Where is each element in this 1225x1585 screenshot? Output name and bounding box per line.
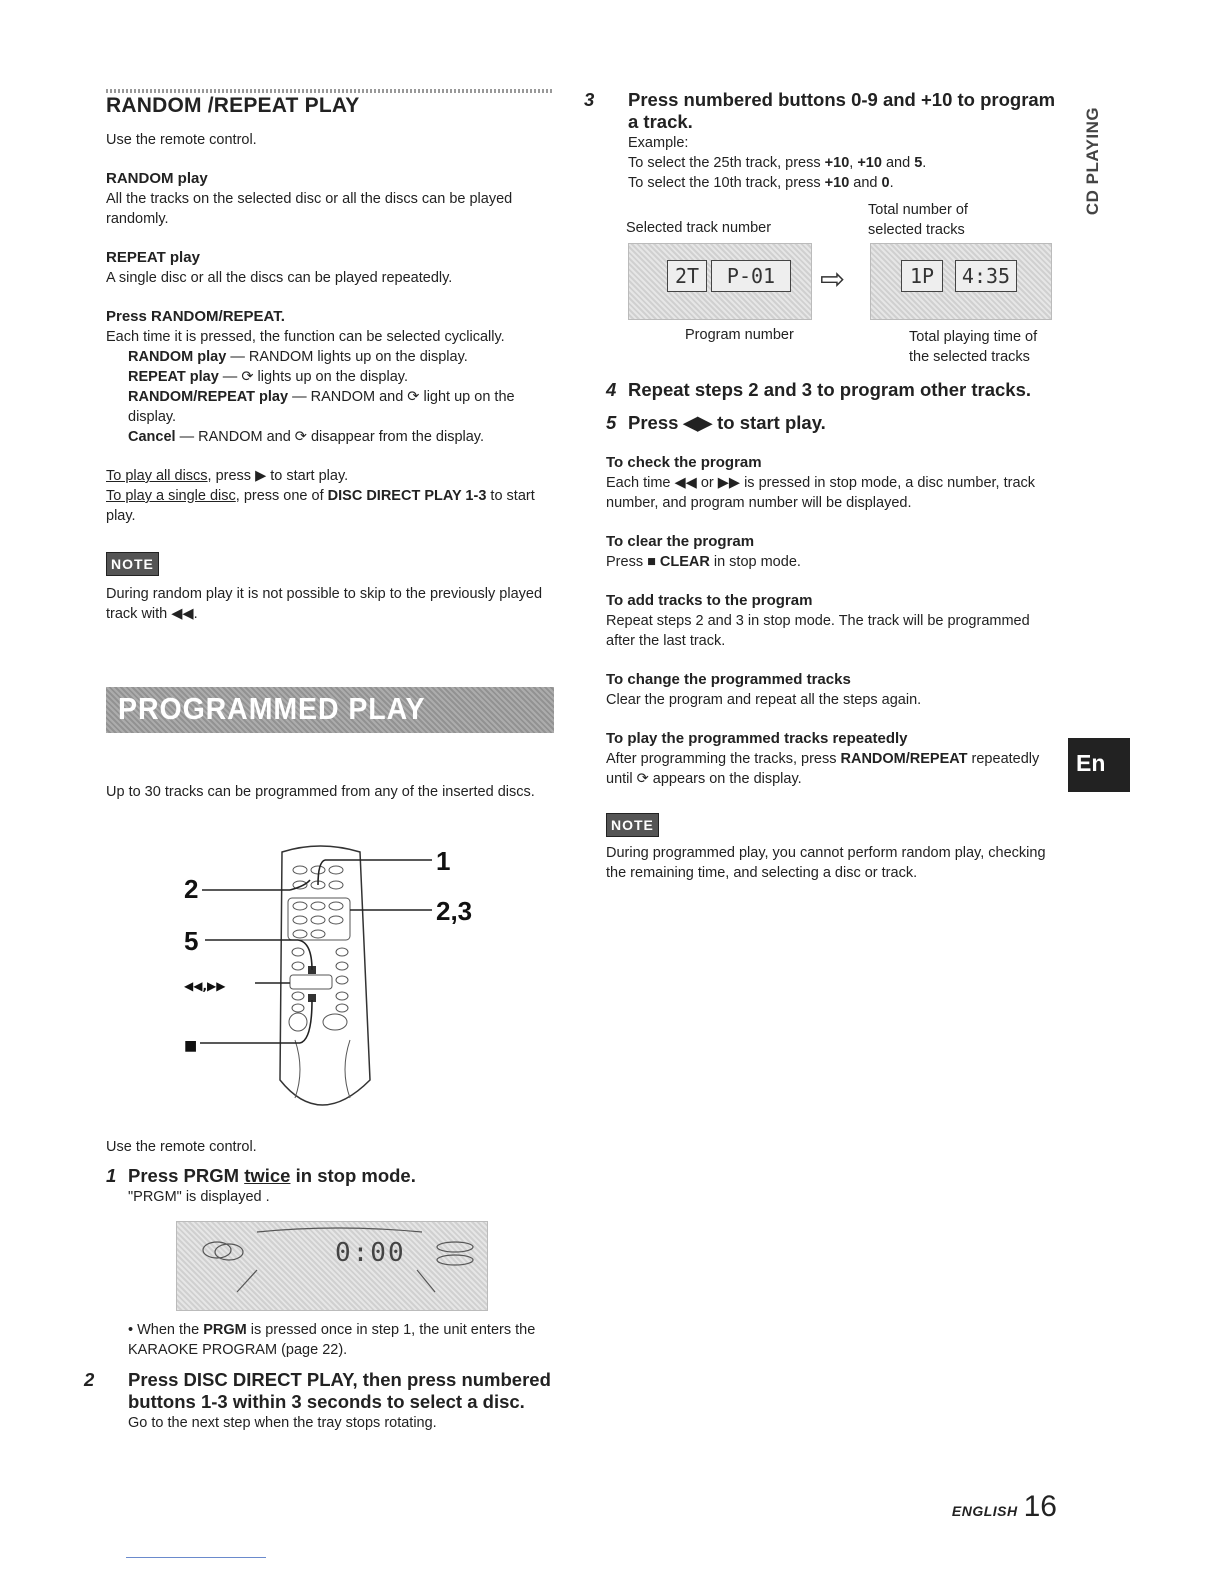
label-selected-track: Selected track number bbox=[626, 220, 772, 236]
programmed-intro: Up to 30 tracks can be programmed from any of the inserted discs. bbox=[106, 784, 535, 800]
right-column-top bbox=[584, 89, 1058, 193]
lcd-count: 1P bbox=[901, 260, 943, 292]
step1-text: "PRGM" is displayed . bbox=[128, 1189, 270, 1205]
section-divider bbox=[106, 89, 554, 93]
change-text: Clear the program and repeat all the steps again. bbox=[606, 692, 922, 708]
programmed-steps bbox=[106, 1137, 556, 1207]
bullet-note: • When the PRGM is pressed once in step 1, the unit enters the KARAOKE PROGRAM (page 22). bbox=[128, 1322, 536, 1358]
programmed-play-banner: PROGRAMMED PLAY bbox=[106, 687, 554, 733]
page-footer bbox=[952, 1490, 1057, 1524]
label-program-number: Program number bbox=[685, 327, 794, 343]
callout-stop: ■ bbox=[184, 1038, 198, 1054]
lcd-time: 0:00 bbox=[335, 1238, 406, 1268]
repeat-heading: To play the programmed tracks repeatedly bbox=[606, 730, 908, 747]
step4-heading: 4 Repeat steps 2 and 3 to program other tracks. bbox=[606, 379, 1032, 400]
change-heading: To change the programmed tracks bbox=[606, 671, 851, 688]
press-heading: Press RANDOM/REPEAT. bbox=[106, 308, 285, 325]
lcd-program: P-01 bbox=[711, 260, 791, 292]
check-text: Each time ◀◀ or ▶▶ is pressed in stop mode, a disc number, track number, and program number will be displayed. bbox=[606, 475, 1036, 511]
lcd-display-total bbox=[870, 243, 1052, 320]
note-text: During programmed play, you cannot perform random play, checking the remaining time, and selecting a disc or track. bbox=[606, 845, 1046, 881]
intro-text: Use the remote control. bbox=[106, 132, 257, 148]
example-label: Example: bbox=[628, 135, 689, 151]
play-single-text: To play a single disc, press one of DISC DIRECT PLAY 1-3 to start play. bbox=[106, 488, 535, 524]
clear-heading: To clear the program bbox=[606, 533, 755, 550]
step1-heading: 1 Press PRGM twice in stop mode. bbox=[106, 1165, 416, 1186]
example-2: To select the 10th track, press +10 and 0. bbox=[628, 175, 894, 191]
lcd-display-decor bbox=[177, 1222, 487, 1310]
mode-item: Cancel — RANDOM and ⟳ disappear from the display. bbox=[128, 429, 485, 445]
note-badge: NOTE bbox=[606, 813, 659, 837]
callout-2-3: 2,3 bbox=[436, 896, 473, 926]
language-tab: En bbox=[1068, 738, 1130, 792]
page-number: 16 bbox=[1023, 1490, 1057, 1523]
step3-heading: 3 Press numbered buttons 0-9 and +10 to program a track. bbox=[584, 89, 1056, 132]
label-total-number: Total number of selected tracks bbox=[868, 202, 968, 238]
lcd-track: 2T bbox=[667, 260, 707, 292]
add-heading: To add tracks to the program bbox=[606, 592, 813, 609]
callout-2: 2 bbox=[184, 874, 199, 904]
step2-text: Go to the next step when the tray stops rotating. bbox=[128, 1415, 437, 1431]
repeat-text: After programming the tracks, press RANDOM/REPEAT repeatedly until ⟳ appears on the display. bbox=[606, 751, 1040, 787]
note-badge: NOTE bbox=[106, 552, 159, 576]
section-title: RANDOM /REPEAT PLAY bbox=[106, 94, 360, 117]
example-1: To select the 25th track, press +10, +10 and 5. bbox=[628, 155, 927, 171]
mode-item: RANDOM play — RANDOM lights up on the display. bbox=[128, 349, 468, 365]
label-total-time: Total playing time of the selected tracks bbox=[909, 329, 1038, 365]
lcd-total-time: 4:35 bbox=[955, 260, 1017, 292]
remote-control-illustration bbox=[170, 840, 510, 1120]
repeat-text: A single disc or all the discs can be played repeatedly. bbox=[106, 270, 453, 286]
use-remote-text: Use the remote control. bbox=[106, 1139, 257, 1155]
step5-heading: 5 Press ◀▶ to start play. bbox=[606, 412, 826, 433]
lcd-display-prgm bbox=[176, 1221, 488, 1311]
right-column-bottom bbox=[606, 379, 1058, 883]
add-text: Repeat steps 2 and 3 in stop mode. The track will be programmed after the last track. bbox=[606, 613, 1030, 649]
arrow-right-icon: ⇨ bbox=[820, 263, 846, 296]
lcd-display-selected bbox=[628, 243, 812, 320]
random-heading: RANDOM play bbox=[106, 170, 208, 187]
random-repeat-section bbox=[106, 96, 556, 624]
press-text: Each time it is pressed, the function can be selected cyclically. bbox=[106, 329, 505, 345]
mode-item: REPEAT play — ⟳ lights up on the display. bbox=[128, 369, 408, 385]
callout-skip: ◀◀,▶▶ bbox=[184, 979, 226, 993]
callout-5: 5 bbox=[184, 926, 199, 956]
programmed-steps-2 bbox=[84, 1320, 558, 1433]
note-text: During random play it is not possible to skip to the previously played track with ◀◀. bbox=[106, 586, 543, 622]
play-all-text: To play all discs, press ▶ to start play. bbox=[106, 468, 349, 484]
callout-1: 1 bbox=[436, 846, 451, 876]
clear-text: Press ■ CLEAR in stop mode. bbox=[606, 554, 801, 570]
vertical-section-tab: CD PLAYING bbox=[1083, 106, 1102, 216]
step2-heading: 2 Press DISC DIRECT PLAY, then press numbered buttons 1-3 within 3 seconds to select a disc. bbox=[84, 1369, 551, 1412]
footer-language: ENGLISH bbox=[951, 1503, 1018, 1519]
random-text: All the tracks on the selected disc or all the discs can be played randomly. bbox=[106, 191, 513, 227]
bottom-rule bbox=[126, 1557, 266, 1558]
check-heading: To check the program bbox=[606, 454, 762, 471]
mode-item: RANDOM/REPEAT play — RANDOM and ⟳ light up on the display. bbox=[128, 389, 515, 425]
repeat-heading: REPEAT play bbox=[106, 249, 200, 266]
